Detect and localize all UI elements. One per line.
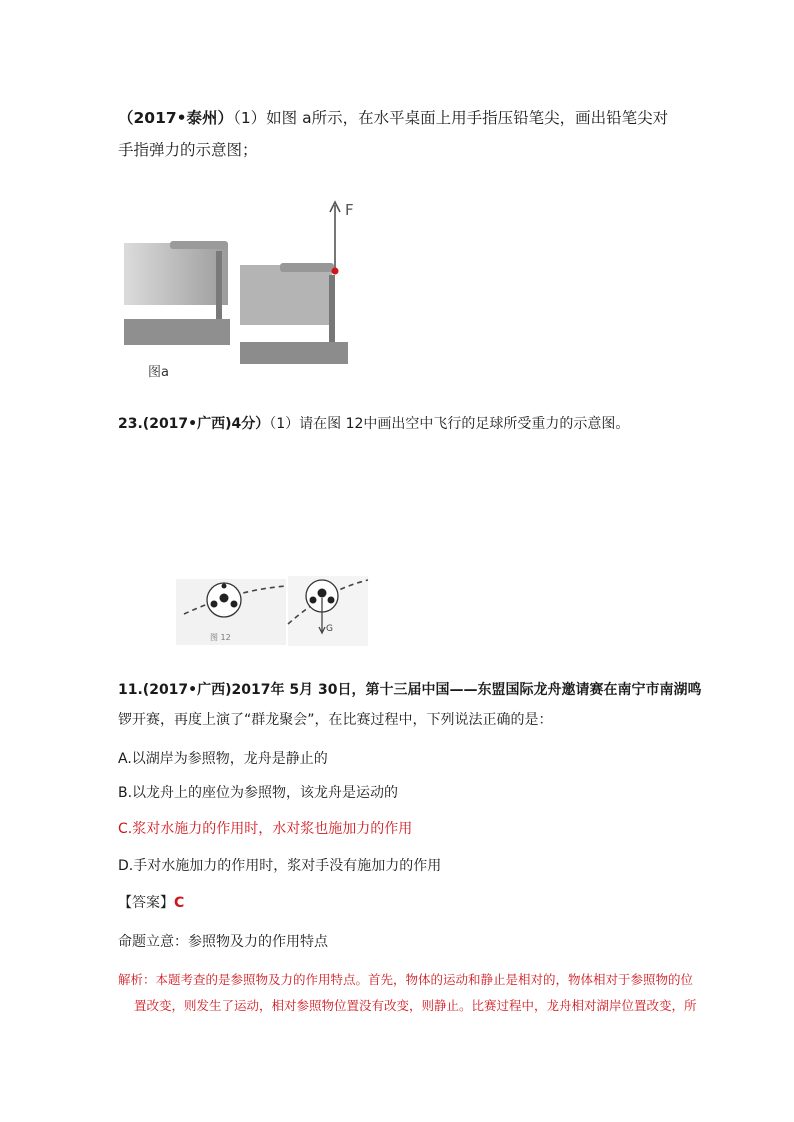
question-11-text1: 11.(2017•广西)2017年 5月 30日，第十三届中国——东盟国际龙舟邀请赛在南宁市南湖鸣 (118, 682, 702, 698)
analysis-line2: 置改变，则发生了运动，相对参照物位置没有改变，则静止。比赛过程中，龙舟相对湖岸位置改变，所 (134, 998, 697, 1013)
question-source: （2017•泰州） (118, 109, 234, 127)
question-11-line1 (118, 680, 701, 700)
finger-left (170, 241, 228, 249)
figure-12-caption: 图 12 (210, 633, 231, 642)
figure-a-illustration (120, 195, 360, 385)
pencil-right (329, 275, 335, 343)
intent-line: 命题立意：参照物及力的作用特点 (118, 934, 328, 950)
option-a: A.以湖岸为参照物，龙舟是静止的 (118, 751, 328, 767)
gravity-label: G (326, 624, 333, 634)
pencil-left (216, 251, 222, 321)
answer-line (118, 893, 184, 913)
football-left (207, 583, 241, 617)
option-c: C.浆对水施力的作用时，水对浆也施加力的作用 (118, 821, 413, 837)
option-d: D.手对水施加力的作用时，浆对手没有施加力的作用 (118, 858, 442, 874)
answer-label: 【答案】 (118, 895, 174, 911)
question-23-text: （1）请在图 12中画出空中飞行的足球所受重力的示意图。 (269, 416, 630, 432)
question-11-line2: 锣开赛，再度上演了“群龙聚会”，在比赛过程中，下列说法正确的是： (118, 712, 553, 728)
force-label-f: F (345, 201, 354, 219)
force-point (332, 268, 339, 275)
desk-left (124, 319, 230, 345)
figure-12 (176, 576, 372, 646)
question-23-line (118, 414, 629, 434)
analysis-line1: 解析：本题考查的是参照物及力的作用特点。首先，物体的运动和静止是相对的，物体相对于参照物的位 (118, 972, 694, 987)
figure-a (120, 195, 360, 385)
question-23-number: 23.(2017•广西)4分） (118, 416, 270, 432)
finger-right (280, 263, 334, 272)
answer-value: C (174, 895, 185, 911)
question-taizhou-line2: 手指弹力的示意图； (118, 141, 258, 159)
option-b: B.以龙舟上的座位为参照物，该龙舟是运动的 (118, 785, 399, 801)
hand-photo-right (240, 265, 332, 325)
question-taizhou-line1 (118, 108, 668, 128)
desk-right (240, 342, 348, 364)
figure-a-caption: 图a (148, 365, 169, 380)
figure-12-illustration (176, 576, 372, 646)
question-text: （1）如图 a所示，在水平桌面上用手指压铅笔尖，画出铅笔尖对 (233, 109, 669, 127)
